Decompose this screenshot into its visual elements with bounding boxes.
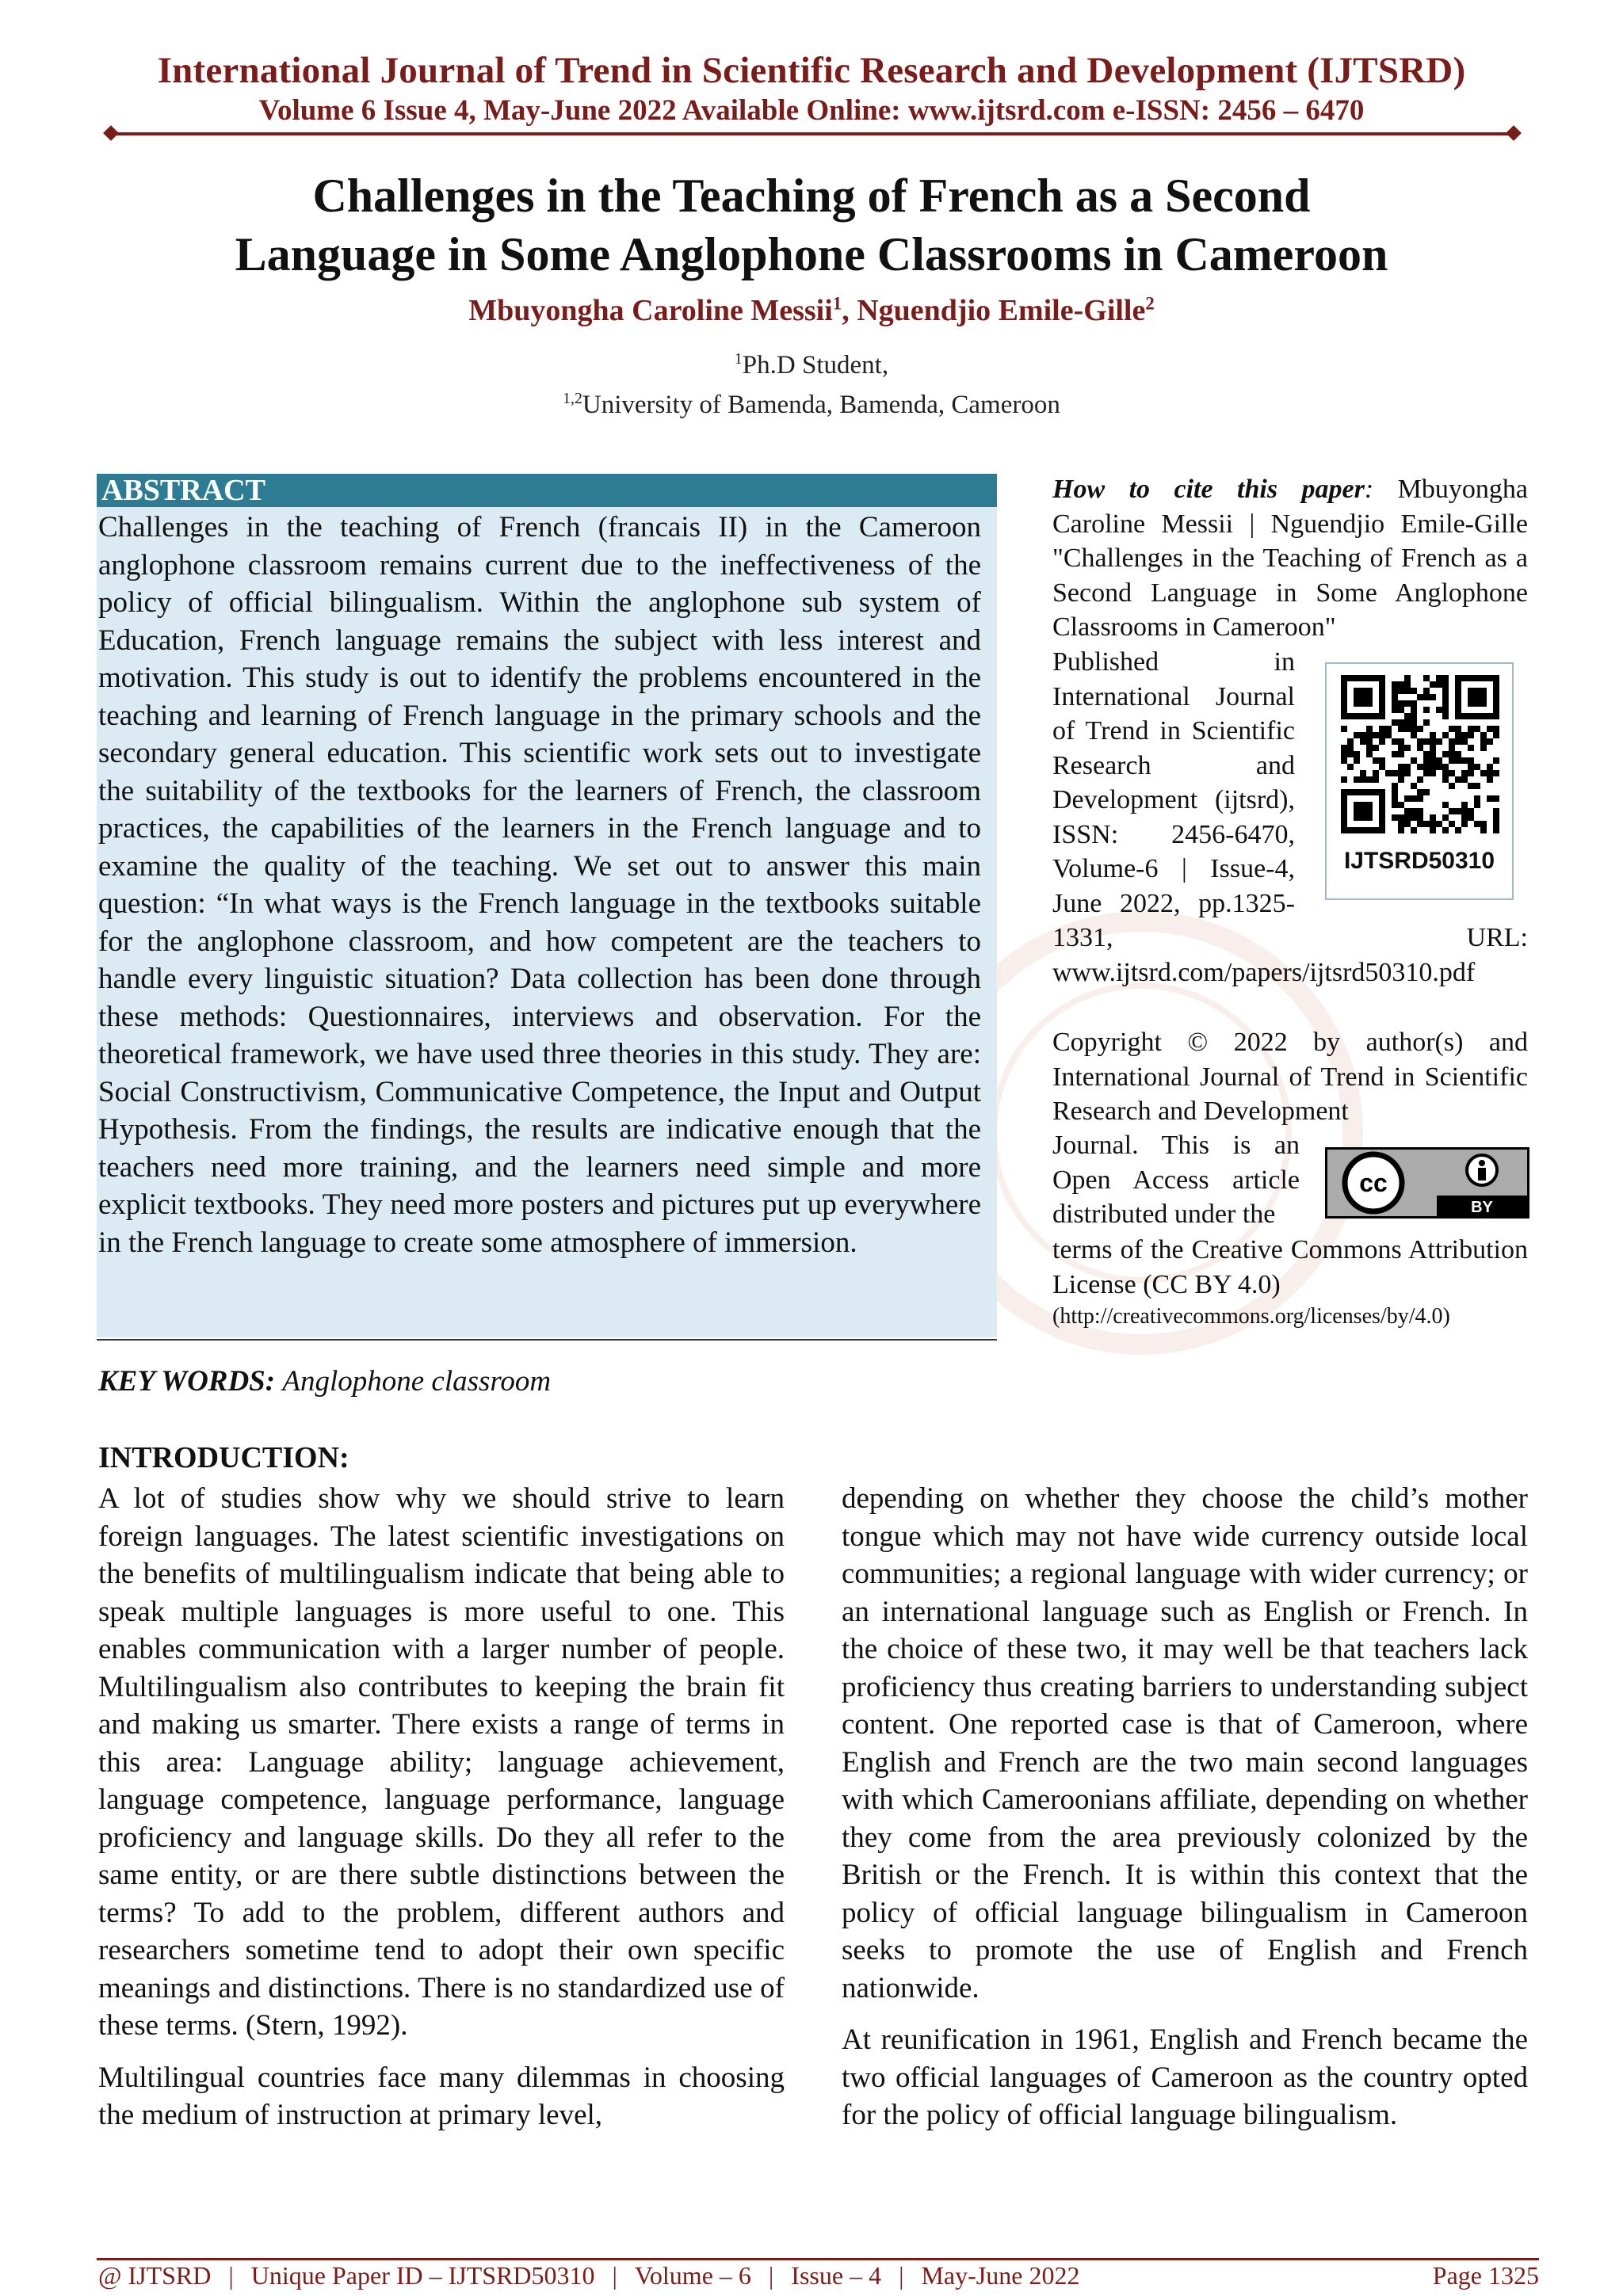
header-rule (111, 132, 1514, 135)
cc-by-icon (1327, 1150, 1527, 1216)
author-1: Mbuyongha Caroline Messii (468, 294, 833, 327)
qr-code-pattern (1341, 675, 1499, 833)
footer-separator: | (612, 2261, 617, 2290)
affiliation-1 (0, 351, 1623, 380)
footer-separator: | (228, 2261, 234, 2290)
intro-right-paragraph-2: At reunification in 1961, English and French became the two official languages of Cameroon as the country opted for the policy of official language bilingualism. (842, 2023, 1528, 2131)
copyright-tail: terms of the Creative Commons Attribution License (CC BY 4.0) (1052, 1235, 1528, 1299)
citation-lead-text: Mbuyongha Caroline Messii | Nguendjio Emile-Gille "Challenges in the Teaching of French as a Second Language in Some Anglophone Classrooms in Cameroon" (1052, 475, 1528, 642)
footer-paper-id: Unique Paper ID – IJTSRD50310 (250, 2261, 595, 2290)
citation-url[interactable]: www.ijtsrd.com/papers/ijtsrd50310.pdf (1052, 957, 1476, 987)
abstract-text: Challenges in the teaching of French (francais II) in the Cameroon anglophone classroom remains current due to the ineffectiveness of the policy of official bilingualism. Within the anglophone sub system of Education, French language remains the subject with less interest and motivation. This study is out to identify the problems encountered in the teaching and learning of French language in the primary schools and the secondary general education. This scientific work sets out to investigate the suitability of the textbooks for the learners of French, the classroom practices, the capabilities of the learners in the French language and to examine the quality of the teaching. We set out to answer this main question: “In what ways is the French language in the textbooks suitable for the anglophone classroom, and how competent are the teachers to handle every linguistic situation? Data collection has been done through these methods: Questionnaires, interviews and observation. For the theoretical framework, we have used three theories in this study. They are: Social Constructivism, Communicative Competence, the Input and Output Hypothesis. From the findings, the results are indicative enough that the teachers need more training, and the learners need simple and more explicit textbooks. They need more posters and pictures put up everywhere in the French language to create some atmosphere of immersion. (98, 511, 981, 1259)
abstract-header (97, 474, 997, 507)
affiliation-2 (0, 391, 1623, 420)
citation-url-block (1052, 921, 1528, 990)
footer-issue: Issue – 4 (791, 2261, 882, 2290)
affiliation-2-text: University of Bamenda, Bamenda, Cameroon (582, 391, 1060, 419)
title-line-1: Challenges in the Teaching of French as a Second (312, 170, 1311, 222)
author-2: Nguendjio Emile-Gille (857, 294, 1146, 327)
intro-left-column (98, 1480, 785, 2149)
keywords-label: KEY WORDS: (98, 1365, 276, 1398)
footer-separator: | (768, 2261, 774, 2290)
keywords (98, 1364, 551, 1398)
intro-right-paragraph-1: depending on whether they choose the child’s mother tongue which may not have wide currency outside local communities; a regional language with wider currency; or an international language such as English or French. In the choice of these two, it may well be that teachers lack proficiency thus creating barriers to understanding subject content. One reported case is that of Cameroon, where English and French are the two main second languages with which Cameroonians affiliate, depending on whether they come from the area previously colonized by the British or the French. It is within this context that the policy of official language bilingualism in Cameroon seeks to promote the use of English and French nationwide. (842, 1482, 1528, 2004)
footer-volume: Volume – 6 (634, 2261, 751, 2290)
keywords-value: Anglophone classroom (282, 1365, 552, 1398)
author-separator: , (842, 294, 857, 327)
paper-title (0, 166, 1623, 284)
footer-separator: | (899, 2261, 904, 2290)
affiliation-1-text: Ph.D Student, (742, 351, 889, 379)
abstract-rule (97, 1339, 997, 1341)
citation-lead (1052, 472, 1528, 645)
affiliation-1-sup: 1 (734, 350, 743, 368)
footer-date: May-June 2022 (921, 2261, 1080, 2290)
cc-badge-by-text: BY (1471, 1199, 1493, 1216)
abstract-heading: ABSTRACT (101, 474, 265, 507)
license-url[interactable]: (http://creativecommons.org/licenses/by/4.0) (1052, 1304, 1450, 1329)
rule-diamond-left (103, 125, 119, 141)
introduction-heading: INTRODUCTION: (98, 1441, 349, 1474)
citation-published: Published in International Journal of Trend in Scientific Research and Development (ijtsrd), ISSN: 2456-6470, Volume-6 | Issue-4, June 2022, pp.1325-1331, (1052, 647, 1295, 952)
cc-by-badge[interactable] (1325, 1147, 1529, 1219)
copyright-lead: Copyright © 2022 by author(s) and International Journal of Trend in Scientific Research and Development (1052, 1028, 1528, 1126)
author-2-sup: 2 (1145, 293, 1155, 314)
intro-left-paragraph-1: A lot of studies show why we should strive to learn foreign languages. The latest scientific investigations on the benefits of multilingualism indicate that being able to speak multiple languages is more useful to one. This enables communication with a larger number of people. Multilingualism also contributes to keeping the brain fit and making us smarter. There exists a range of terms in this area: Language ability; language achievement, language competence, language performance, language proficiency and language skills. Do they all refer to the same entity, or are there subtle distinctions between the terms? To add to the problem, different authors and researchers sometime tend to adopt their own specific meanings and distinctions. There is no standardized use of these terms. (Stern, 1992). (98, 1482, 785, 2042)
rule-diamond-right (1506, 125, 1522, 141)
citation-url-label: URL: (1466, 923, 1528, 952)
affiliation-2-sup: 1,2 (563, 390, 582, 407)
footer-journal: @ IJTSRD (98, 2261, 212, 2290)
footer-rule (97, 2258, 1539, 2260)
citation-colon: : (1364, 475, 1374, 504)
title-line-2: Language in Some Anglophone Classrooms in Cameroon (235, 228, 1388, 280)
qr-code (1325, 662, 1514, 900)
journal-issue-line: Volume 6 Issue 4, May-June 2022 Available Online: www.ijtsrd.com e-ISSN: 2456 – 6470 (258, 94, 1365, 127)
journal-name: International Journal of Trend in Scientific Research and Development (IJTSRD) (157, 50, 1466, 91)
authors (0, 293, 1623, 328)
footer-page: Page 1325 (1432, 2261, 1539, 2290)
intro-left-paragraph-2: Multilingual countries face many dilemmas in choosing the medium of instruction at primary level, (98, 2061, 785, 2131)
citation-label: How to cite this paper (1052, 475, 1365, 504)
copyright-narrow: Journal. This is an Open Access article distributed under the (1052, 1131, 1300, 1229)
qr-label: IJTSRD50310 (1343, 848, 1495, 874)
intro-right-column (842, 1480, 1528, 2149)
page-footer (98, 2261, 1539, 2290)
cc-badge-cc-text: cc (1359, 1169, 1388, 1197)
author-1-sup: 1 (832, 293, 842, 314)
